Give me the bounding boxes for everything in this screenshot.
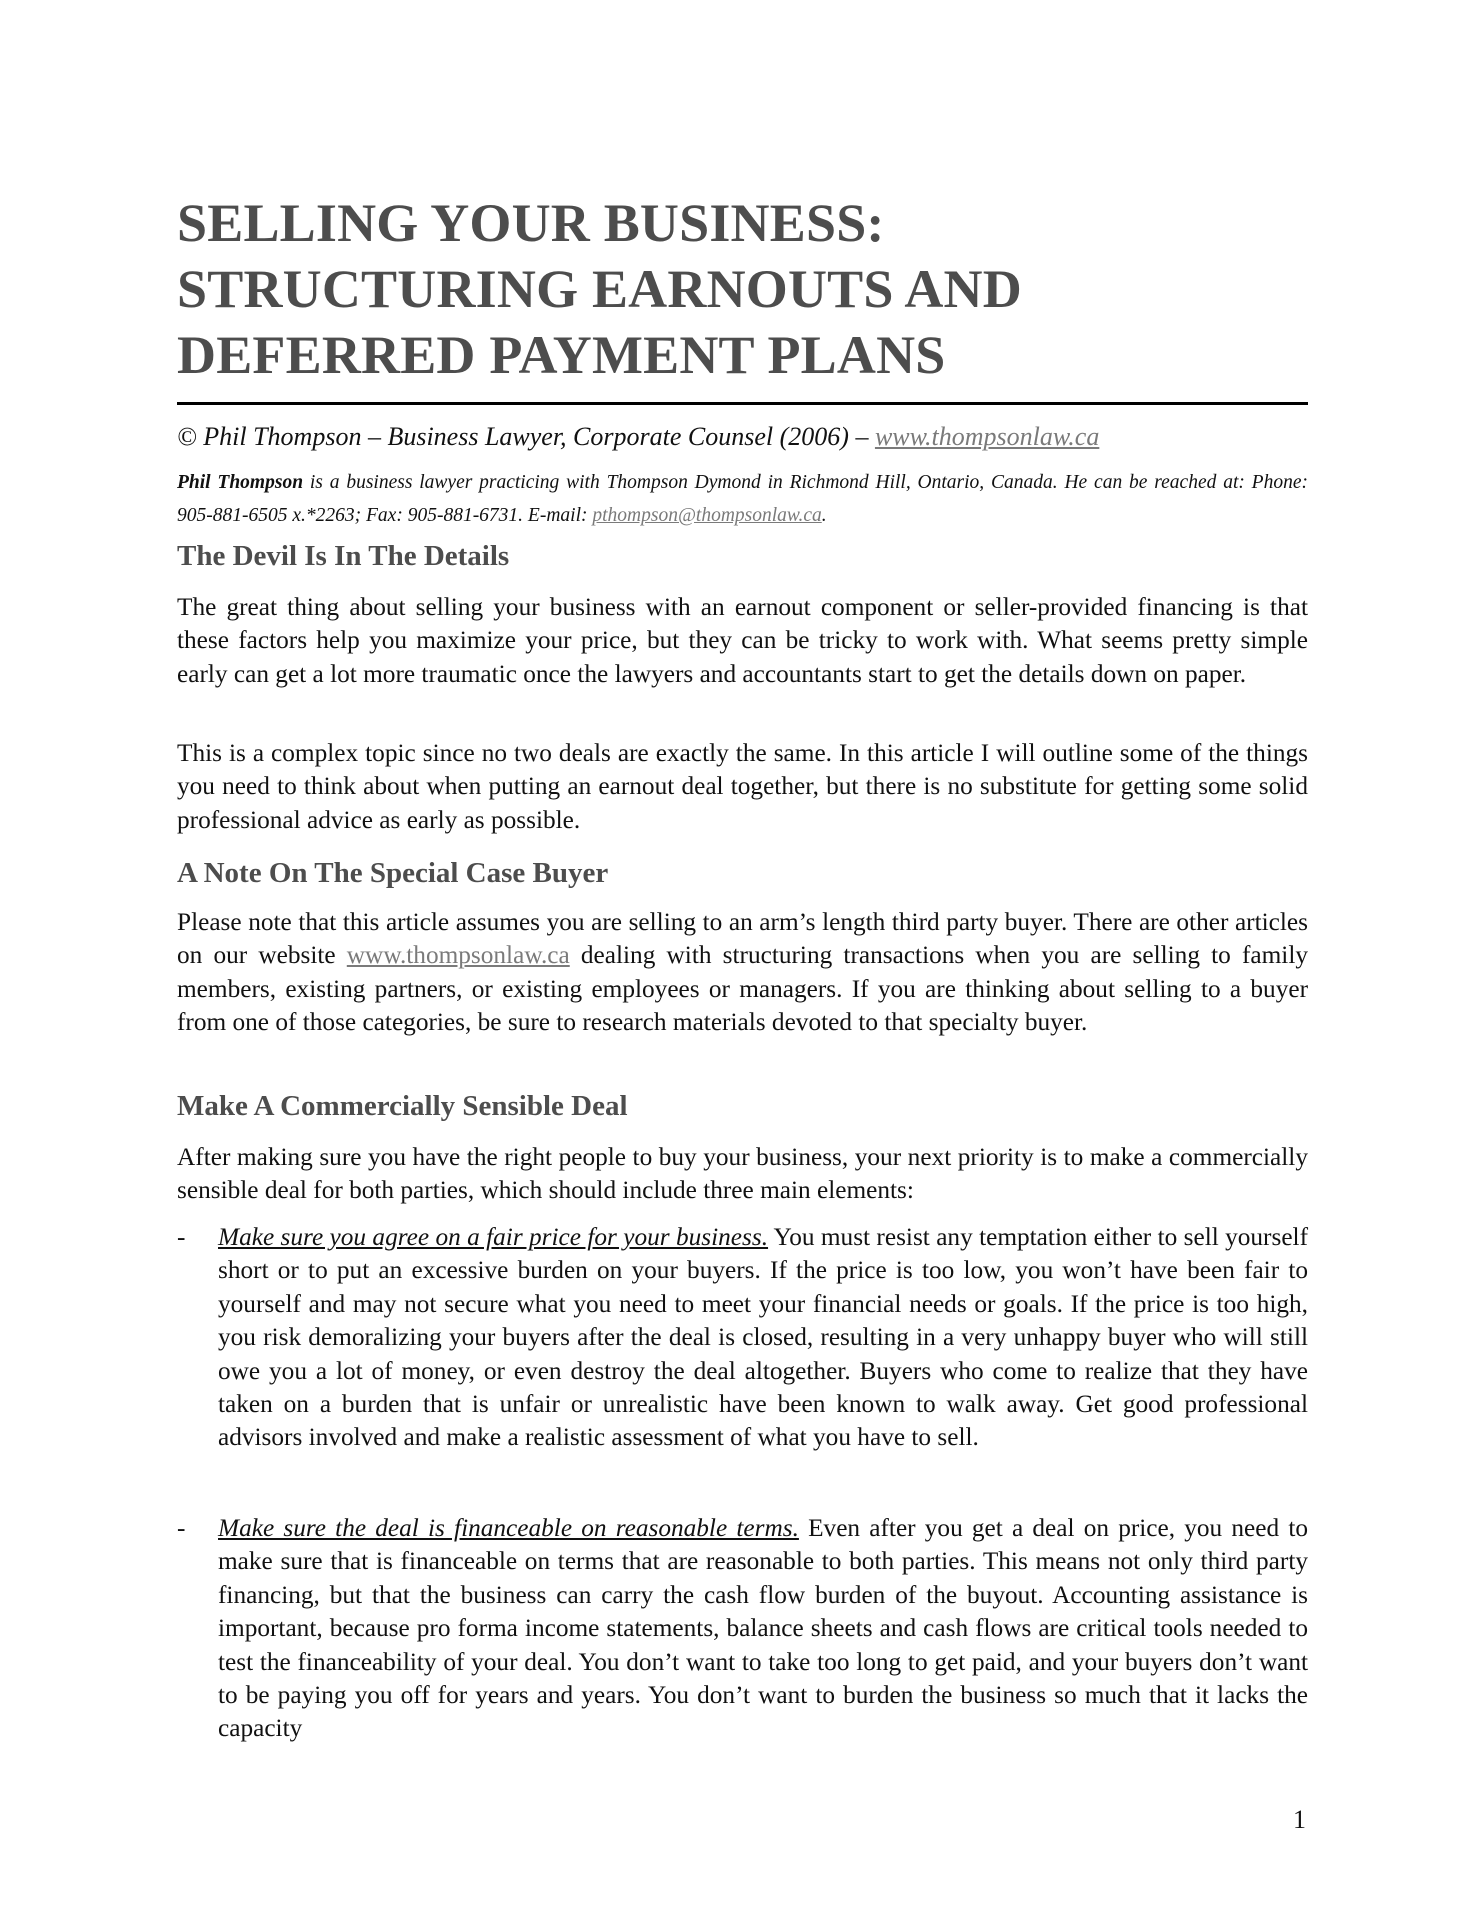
section-heading-devil-in-details: The Devil Is In The Details [177,540,510,572]
paragraph: After making sure you have the right people to buy your business, your next priority is to make a commercially sensible deal for both parties, which should include three main elements: [177,1143,1308,1205]
section-heading-commercially-sensible-deal: Make A Commercially Sensible Deal [177,1090,628,1122]
paragraph-text: dealing with structuring transactions when you are selling to family members, existing partners, or existing employees or managers. If you are thinking about selling to a buyer from one of those categories, be sure to research materials devoted to that specialty buyer. [177,941,1308,1037]
paragraph: This is a complex topic since no two deals are exactly the same. In this article I will outline some of the things you need to think about when putting an earnout deal together, but there is no substitute for getting some solid professional advice as early as possible. [177,739,1308,834]
page-number: 1 [1293,1805,1306,1834]
title-line-2: STRUCTURING EARNOUTS AND [177,259,1022,319]
list-item-text [218,1512,1308,1746]
paragraph [177,906,1308,1040]
bullet-marker: - [177,1223,186,1251]
list-item-lead: Make sure the deal is financeable on reasonable terms. [218,1514,799,1542]
email-link[interactable]: pthompson@thompsonlaw.ca [592,505,822,526]
list-item [177,1512,1308,1746]
document-title [177,190,1308,388]
bio-text: is a business lawyer practicing with Thompson Dymond in Richmond Hill, Ontario, Canada. He can be reached at: Phone: 905-881-6505 x.*2263; Fax: 905-881-6731. E-mail: [177,472,1308,526]
section-heading-special-case-buyer: A Note On The Special Case Buyer [177,857,609,889]
bullet-marker: - [177,1514,186,1542]
title-line-3: DEFERRED PAYMENT PLANS [177,325,946,385]
website-link[interactable]: www.thompsonlaw.ca [874,422,1100,451]
list-item-text [218,1221,1308,1455]
paragraph: The great thing about selling your business with an earnout component or seller-provided financing is that these factors help you maximize your price, but they can be tricky to work with. What seems pretty simple early can get a lot more traumatic once the lawyers and accountants start to get the details down on paper. [177,593,1308,688]
list-item-body: Even after you get a deal on price, you need to make sure that is financeable on terms that are reasonable to both parties. This means not only third party financing, but that the business can carry the cash flow burden of the buyout. Accounting assistance is important, because pro forma income statements, balance sheets and cash flows are critical tools needed to test the financeability of your deal. You don’t want to take too long to get paid, and your buyers don’t want to be paying you off for years and years. You don’t want to burden the business so much that it lacks the capacity [218,1514,1308,1743]
author-name: Phil Thompson [177,472,304,493]
list-item-lead: Make sure you agree on a fair price for your business. [218,1223,769,1251]
list-item-body: You must resist any temptation either to sell yourself short or to put an excessive burden on your buyers. If the price is too low, you won’t have been fair to yourself and may not secure what you need to meet your financial needs or goals. If the price is too high, you risk demoralizing your buyers after the deal is closed, resulting in a very unhappy buyer who will still owe you a lot of money, or even destroy the deal altogether. Buyers who come to realize that they have taken on a burden that is unfair or unrealistic have been known to walk away. Get good professional advisors involved and make a realistic assessment of what you have to sell. [218,1223,1309,1452]
title-line-1: SELLING YOUR BUSINESS: [177,193,885,253]
copyright-text: © Phil Thompson – Business Lawyer, Corporate Counsel (2006) – [177,422,875,451]
list-item [177,1221,1308,1455]
title-divider [177,402,1308,405]
bio-end: . [821,505,827,526]
copyright-line [177,420,1099,454]
author-bio [177,466,1308,532]
paragraph-text: Please note that this article assumes you are selling to an arm’s length third party buyer. There are other articles on our website [177,908,1308,970]
website-link-inline[interactable]: www.thompsonlaw.ca [346,941,570,970]
